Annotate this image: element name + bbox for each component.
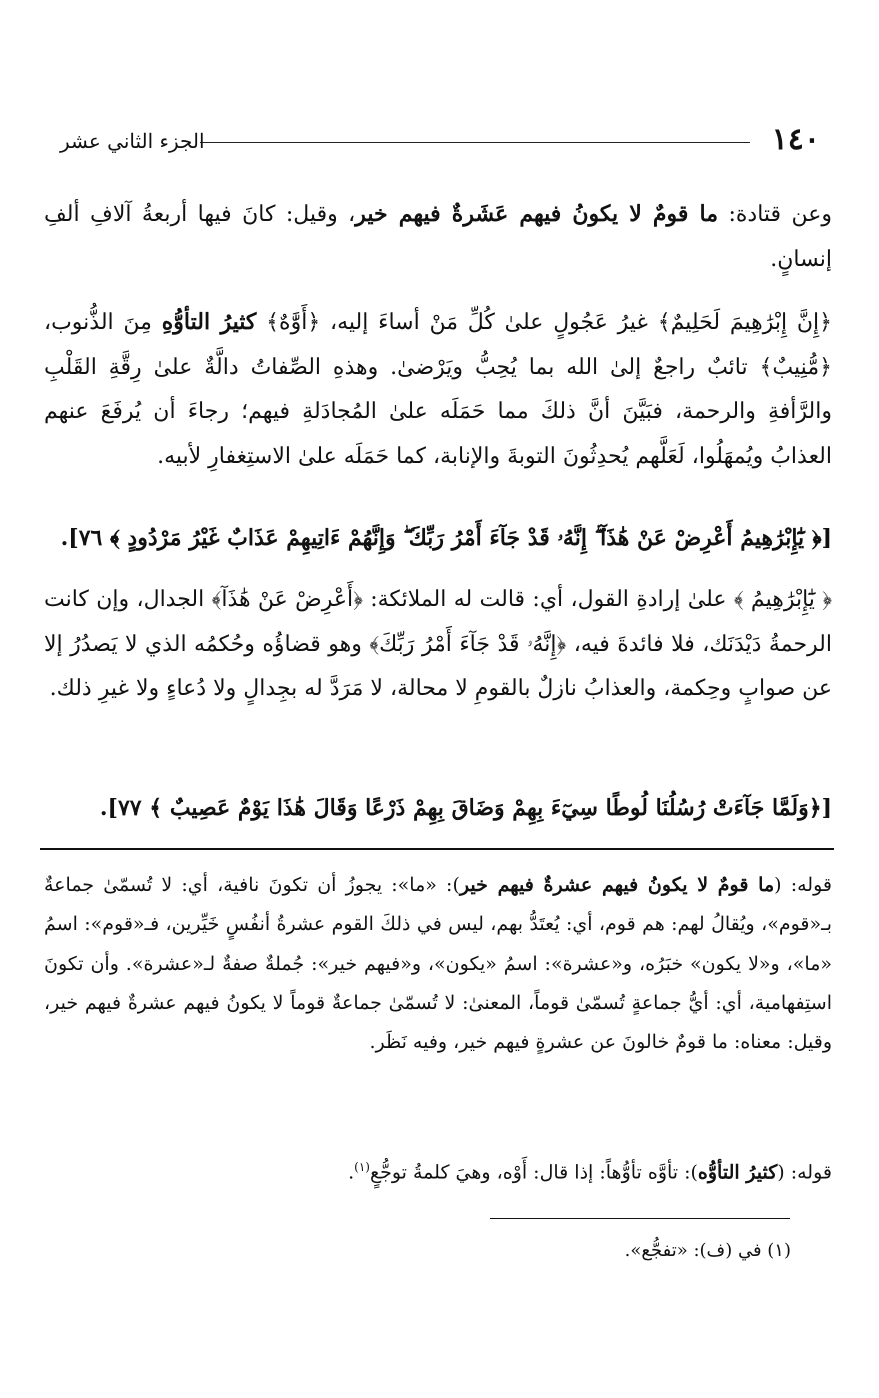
p1-text-end: ، وقيل: كانَ فيها أربعةُ آلافِ ألفِ إنسانٍ. — [44, 202, 832, 272]
n2-text: قوله: ( — [777, 1161, 832, 1184]
p2-text: ﴿إِنَّ إِبْرَٰهِيمَ لَحَلِيمٌ﴾ غيرُ عَجُولٍ علىٰ كُلِّ مَنْ أساءَ إليه، ﴿أَوَّٰهٌ﴾ — [256, 310, 833, 335]
quran-verse-77: [﴿وَلَمَّا جَآءَتْ رُسُلُنَا لُوطًا سِيٓءَ بِهِمْ وَضَاقَ بِهِمْ ذَرْعًا وَقَالَ هَٰذَا يَوْمٌ عَصِيبٌ ﴾ ٧٧]. — [99, 795, 832, 821]
page-number: ١٤٠ — [771, 122, 820, 157]
footnote-divider — [490, 1218, 790, 1219]
n1-bold: ما قومٌ لا يكونُ فيهم عشرةٌ فيهم خير — [459, 874, 775, 896]
n2-period: . — [348, 1161, 355, 1184]
commentary-note-2 — [44, 1148, 832, 1193]
header-rule — [200, 142, 750, 143]
running-title: الجزء الثاني عشر — [60, 129, 205, 153]
page-header — [60, 120, 820, 160]
p1-bold: ما قومٌ لا يكونُ فيهم عَشَرةٌ فيهم خير — [355, 201, 719, 227]
p1-text: وعن قتادة: — [718, 202, 833, 227]
commentary-divider — [40, 848, 834, 850]
n1-text-end: ): «ما»: يجوزُ أن تكونَ نافية، أي: لا تُسمّىٰ جماعةٌ بـ«قوم»، ويُقالُ لهم: هم قوم، أي: يُعتَدُّ بهم، ليس في ذلكَ القوم عشرةُ أنفُسٍ خَيِّرين، فـ«قوم»: اسمُ «ما»، و«لا يكون» خبَرُه، و«عشرة»: اسمُ «يكون»، و«فيهم خير»: جُملةٌ صفةٌ لـ«عشرة». وأن تكونَ استِفهامية، أي: أيُّ جماعةٍ تُسمّىٰ قوماً، المعنىٰ: لا تُسمّىٰ جماعةٌ قوماً لا يكونُ فيهم عشرةٌ فيهم خير، وقيل: معناه: ما قومٌ خالونَ عن عشرةٍ فيهم خير، وفيه نَظَر. — [44, 874, 832, 1054]
main-paragraph-4: ﴿ يَٰٓإِبْرَٰهِيمُ ﴾ علىٰ إرادةِ القول، أي: قالت له الملائكة: ﴿أَعْرِضْ عَنْ هَٰذَآ﴾ الجدال، وإن كانت الرحمةُ دَيْدَنَك، فلا فائدةَ فيه، ﴿إِنَّهُۥ قَدْ جَآءَ أَمْرُ رَبِّكَ﴾ وهو قضاؤُه وحُكمُه الذي لا يَصدُرُ إلا عن صوابٍ وحِكمة، والعذابُ نازلٌ بالقومِ لا محالة، لا مَرَدَّ له بجِدالٍ ولا دُعاءٍ ولا غيرِ ذلك. — [44, 587, 832, 701]
p2-bold: كثيرُ التأوُّهِ — [161, 309, 257, 335]
main-paragraph-1 — [44, 192, 832, 282]
footnote-ref: (١) — [354, 1160, 370, 1174]
n1-text: قوله: ( — [774, 874, 832, 896]
p2-text-end: مِنَ الذُّنوب، ﴿مُّنِيبٌ﴾ تائبٌ راجعٌ إلىٰ الله بما يُحِبُّ ويَرْضىٰ. وهذهِ الصِّفاتُ دالَّةٌ علىٰ رِقَّةِ القَلْبِ والرَّأفةِ والرحمة، فبَيَّنَ أنَّ ذلكَ مما حَمَلَه علىٰ المُجادَلةِ فيهم؛ رجاءَ أن يُرفَعَ عنهم العذابُ ويُمهَلُوا، لَعَلَّهم يُحدِثُونَ التوبةَ والإنابة، كما حَمَلَه علىٰ الاستِغفارِ لأبيه. — [44, 310, 832, 469]
commentary-note-1 — [44, 866, 832, 1062]
n2-bold: كثيرُ التأوُّه — [697, 1161, 778, 1184]
quran-verse-76: [﴿ يَٰٓإِبْرَٰهِيمُ أَعْرِضْ عَنْ هَٰذَآ ۖ إِنَّهُۥ قَدْ جَآءَ أَمْرُ رَبِّكَ ۖ وَإِنَّهُمْ ءَاتِيهِمْ عَذَابٌ غَيْرُ مَرْدُودٍ ﴾ ٧٦]. — [60, 525, 832, 551]
footnote: (١) في (ف): «تفجُّع». — [624, 1240, 791, 1261]
main-paragraph-2 — [44, 300, 832, 479]
n2-text-end: ): تأوَّه تأوُّهاً: إذا قال: أَوْه، وهيَ كلمةُ توجُّعٍ — [369, 1161, 698, 1184]
